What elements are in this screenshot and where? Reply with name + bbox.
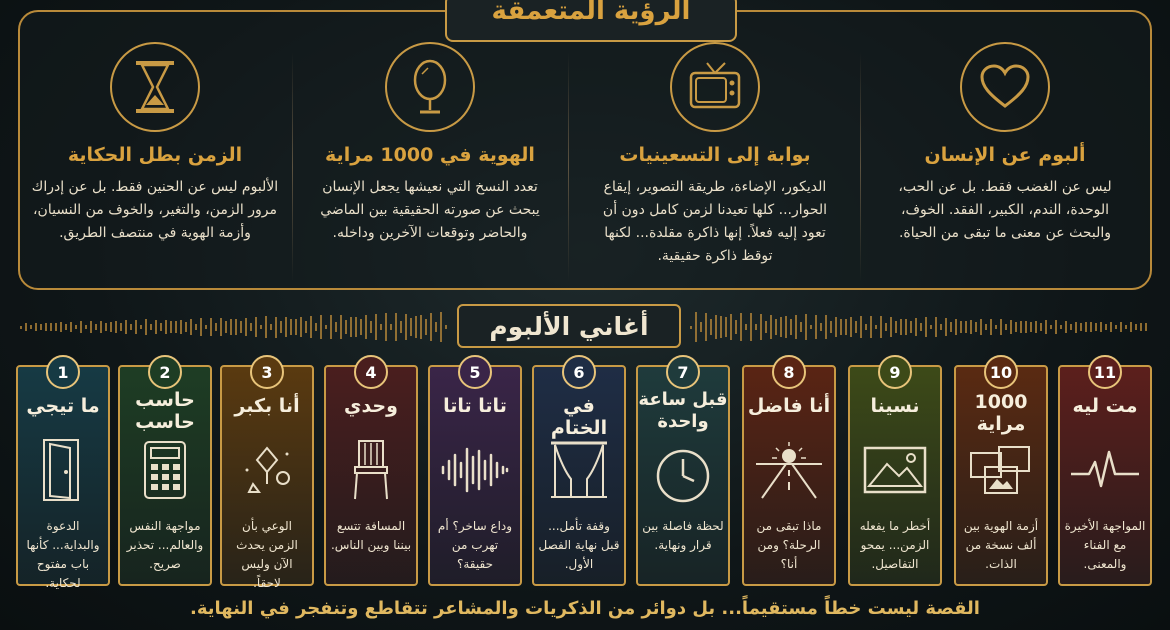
wave-bar	[980, 319, 982, 335]
wave-bar	[890, 317, 892, 336]
wave-bar	[405, 314, 407, 339]
wave-bar	[45, 323, 47, 332]
song-title: ما تيجي	[26, 395, 100, 417]
song-description: مواجهة النفس والعالم... تحذير صريح.	[126, 519, 204, 571]
wave-bar	[730, 314, 732, 339]
wave-bar	[325, 325, 327, 329]
wave-bar	[280, 321, 282, 332]
songs-title-box	[457, 304, 681, 348]
wave-bar	[20, 326, 22, 329]
wave-bar	[880, 316, 882, 337]
song-card-2[interactable]	[118, 362, 212, 586]
vision-col-human	[870, 42, 1140, 282]
wave-bar	[805, 314, 807, 339]
divider	[568, 52, 569, 282]
wave-bar	[40, 324, 42, 330]
wave-bar	[165, 320, 167, 334]
song-description: الدعوة والبداية... كأنها باب مفتوح لحكاية.	[26, 519, 100, 590]
vision-col-time	[20, 42, 290, 282]
track-number: 5	[458, 355, 492, 389]
track-number: 8	[772, 355, 806, 389]
wave-bar	[1085, 322, 1087, 331]
wave-bar	[990, 319, 992, 335]
song-title: تاتا تاتا	[443, 395, 507, 417]
song-card-4[interactable]	[324, 362, 418, 586]
wave-bar	[440, 312, 442, 342]
wave-bar	[905, 319, 907, 335]
wave-bar	[415, 316, 417, 338]
wave-bar	[25, 323, 27, 332]
wave-bar	[430, 313, 432, 341]
wave-bar	[1055, 320, 1057, 333]
wave-bar	[840, 319, 842, 336]
growth-icon	[222, 437, 312, 503]
songs-title: أغاني الألبوم	[489, 311, 649, 341]
track-number: 4	[354, 355, 388, 389]
wave-bar	[1070, 324, 1072, 331]
wave-bar	[1130, 322, 1132, 331]
song-card-1[interactable]	[16, 362, 110, 590]
wave-bar	[870, 316, 872, 338]
wave-bar	[785, 316, 787, 337]
wave-bar	[930, 325, 932, 329]
wave-bar	[820, 323, 822, 331]
song-title: أنا بكبر	[234, 395, 300, 417]
door-icon	[18, 437, 108, 503]
wave-bar	[700, 322, 702, 332]
wave-bar	[355, 317, 357, 337]
wave-bar	[50, 323, 52, 331]
photos-icon	[956, 437, 1046, 503]
track-number: 10	[984, 355, 1018, 389]
wave-bar	[1100, 322, 1102, 332]
wave-bar	[200, 318, 202, 336]
vision-heading: الهوية في 1000 مراية	[325, 144, 535, 166]
wave-bar	[365, 315, 367, 339]
soundwave-decoration	[20, 310, 447, 344]
mirror-icon	[385, 42, 475, 132]
wave-bar	[770, 315, 772, 339]
wave-bar	[935, 317, 937, 336]
song-title: في الختام	[550, 395, 608, 439]
wave-bar	[765, 321, 767, 333]
wave-bar	[410, 318, 412, 337]
wave-bar	[210, 318, 212, 336]
wave-bar	[1115, 325, 1117, 328]
wave-bar	[55, 323, 57, 331]
wave-bar	[1145, 323, 1147, 330]
songs-header	[0, 300, 1170, 350]
track-number: 7	[666, 355, 700, 389]
wave-bar	[155, 320, 157, 335]
wave-bar	[330, 315, 332, 339]
wave-bar	[1120, 322, 1122, 332]
wave-bar	[230, 319, 232, 334]
track-number: 2	[148, 355, 182, 389]
song-title: مت ليه	[1072, 395, 1138, 417]
vision-heading: الزمن بطل الحكاية	[67, 144, 243, 166]
hourglass-icon	[110, 42, 200, 132]
song-description: لحظة فاصلة بين قرار ونهاية.	[642, 519, 724, 552]
calculator-icon	[120, 437, 210, 503]
wave-bar	[250, 323, 252, 332]
wave-bar	[790, 319, 792, 334]
wave-bar	[815, 315, 817, 340]
song-title: نسينا	[870, 395, 920, 417]
wave-bar	[845, 319, 847, 335]
wave-bar	[395, 313, 397, 340]
wave-bar	[690, 326, 692, 329]
wave-bar	[180, 320, 182, 335]
wave-bar	[1000, 319, 1002, 335]
track-number: 3	[250, 355, 284, 389]
wave-bar	[745, 324, 747, 331]
wave-bar	[295, 319, 297, 336]
wave-bar	[1075, 322, 1077, 333]
song-card-6[interactable]	[532, 362, 626, 586]
vision-body: ليس عن الغضب فقط. بل عن الحب، الوحدة، الندم، الكبير، الفقد. الخوف، والبحث عن معنى ما تبقى من الحياة.	[898, 179, 1112, 241]
wave-bar	[850, 317, 852, 337]
wave-bar	[1095, 323, 1097, 330]
wave-bar	[95, 324, 97, 330]
wave-bar	[1025, 321, 1027, 332]
wave-bar	[830, 321, 832, 334]
wave-bar	[885, 323, 887, 332]
wave-bar	[865, 324, 867, 331]
wave-bar	[435, 322, 437, 332]
wave-bar	[420, 315, 422, 339]
wave-bar	[975, 322, 977, 332]
wave-bar	[345, 320, 347, 335]
track-number: 1	[46, 355, 80, 389]
song-description: ماذا تبقى من الرحلة؟ ومن أنا؟	[756, 519, 822, 571]
wave-bar	[800, 322, 802, 332]
song-card-9[interactable]	[848, 362, 942, 586]
wave-bar	[100, 321, 102, 333]
wave-bar	[915, 318, 917, 336]
wave-bar	[125, 320, 127, 333]
wave-bar	[1105, 324, 1107, 329]
wave-bar	[1125, 325, 1127, 330]
wave-bar	[425, 319, 427, 335]
wave-bar	[775, 319, 777, 336]
wave-bar	[375, 314, 377, 340]
wave-bar	[735, 320, 737, 333]
vision-heading: ألبوم عن الإنسان	[924, 144, 1086, 166]
wave-bar	[900, 319, 902, 335]
wave-bar	[145, 319, 147, 334]
wave-bar	[1005, 324, 1007, 331]
wave-bar	[150, 324, 152, 330]
wave-bar	[445, 325, 447, 328]
wave-bar	[245, 318, 247, 336]
wave-bar	[160, 323, 162, 332]
wave-bar	[380, 324, 382, 330]
wave-bar	[130, 324, 132, 330]
road-icon	[744, 437, 834, 503]
song-description: أخطر ما يفعله الزمن... يمحو التفاصيل.	[859, 519, 931, 571]
wave-bar	[110, 322, 112, 332]
wave-bar	[1010, 320, 1012, 334]
vision-col-identity	[295, 42, 565, 282]
wave-bar	[1020, 321, 1022, 333]
track-number: 9	[878, 355, 912, 389]
song-card-3[interactable]	[220, 362, 314, 590]
song-description: الوعي بأن الزمن يحدث الآن وليس لاحقاً.	[236, 519, 298, 590]
wave-bar	[195, 324, 197, 330]
song-card-11[interactable]	[1058, 362, 1152, 586]
wave-bar	[290, 319, 292, 335]
wave-bar	[320, 315, 322, 339]
wave-bar	[970, 320, 972, 335]
wave-bar	[695, 312, 697, 343]
wave-bar	[945, 318, 947, 336]
song-title: قبل ساعة واحدة	[638, 389, 728, 432]
tv-icon	[670, 42, 760, 132]
track-number: 11	[1088, 355, 1122, 389]
wave-bar	[780, 317, 782, 337]
wave-bar	[65, 324, 67, 330]
wave-bar	[215, 323, 217, 331]
wave-bar	[135, 320, 137, 334]
wave-bar	[400, 321, 402, 334]
wave-bar	[30, 325, 32, 330]
song-title: وحدي	[344, 395, 398, 417]
wave-bar	[960, 321, 962, 333]
wave-bar	[340, 315, 342, 338]
song-description: المسافة تتسع بيننا وبين الناس.	[330, 519, 412, 552]
wave-bar	[955, 319, 957, 335]
wave-bar	[205, 325, 207, 329]
wave-bar	[70, 322, 72, 333]
song-card-8[interactable]	[742, 362, 836, 586]
wave-bar	[810, 325, 812, 329]
song-title: حاسب حاسب	[135, 389, 195, 433]
wave-bar	[310, 316, 312, 338]
wave-bar	[385, 313, 387, 341]
heartbeat-icon	[1060, 437, 1150, 503]
wave-bar	[835, 317, 837, 337]
wave-bar	[1035, 321, 1037, 334]
vision-panel	[18, 0, 1152, 290]
wave-bar	[920, 323, 922, 332]
wave-bar	[760, 314, 762, 341]
wave-bar	[755, 324, 757, 330]
wave-bar	[910, 321, 912, 334]
wave-bar	[75, 325, 77, 329]
wave-bar	[265, 316, 267, 337]
chair-icon	[326, 437, 416, 503]
vision-heading: بوابة إلى التسعينيات	[619, 144, 811, 166]
wave-bar	[995, 325, 997, 328]
picture-icon	[850, 437, 940, 503]
wave-bar	[285, 317, 287, 336]
wave-bar	[305, 321, 307, 334]
soundwave-icon	[430, 437, 520, 503]
wave-bar	[225, 321, 227, 333]
wave-bar	[105, 323, 107, 332]
wave-bar	[1015, 322, 1017, 331]
divider	[292, 52, 293, 282]
wave-bar	[350, 317, 352, 338]
wave-bar	[1080, 323, 1082, 331]
wave-bar	[60, 322, 62, 332]
heart-icon	[960, 42, 1050, 132]
vision-col-nineties	[580, 42, 850, 282]
wave-bar	[260, 325, 262, 329]
wave-bar	[85, 325, 87, 329]
wave-bar	[300, 317, 302, 336]
wave-bar	[115, 321, 117, 332]
wave-bar	[875, 325, 877, 329]
wave-bar	[1140, 323, 1142, 331]
song-title: أنا فاضل	[747, 395, 831, 417]
wave-bar	[335, 322, 337, 331]
wave-bar	[1040, 323, 1042, 330]
vision-title: الرؤية المتعمقة	[491, 0, 691, 26]
wave-bar	[725, 317, 727, 336]
wave-bar	[240, 321, 242, 334]
wave-bar	[715, 315, 717, 339]
vision-body: تعدد النسخ التي نعيشها يجعل الإنسان يبحث عن صورته الحقيقية بين الماضي والحاضر وتوقعات الآخرين وداخله.	[320, 179, 540, 241]
wave-bar	[80, 321, 82, 333]
song-title: 1000 مراية	[974, 391, 1028, 435]
song-description: وداع ساخر؟ أم تهرب من حقيقة؟	[437, 519, 513, 571]
song-card-7[interactable]	[636, 362, 730, 586]
wave-bar	[1060, 325, 1062, 329]
track-number: 6	[562, 355, 596, 389]
wave-bar	[795, 315, 797, 339]
wave-bar	[1045, 320, 1047, 333]
song-description: وقفة تأمل... قبل نهاية الفصل الأول.	[538, 519, 620, 571]
wave-bar	[720, 316, 722, 338]
wave-bar	[1110, 322, 1112, 332]
wave-bar	[1135, 324, 1137, 330]
wave-bar	[940, 324, 942, 330]
wave-bar	[175, 321, 177, 333]
vision-body: الألبوم ليس عن الحنين فقط. بل عن إدراك مرور الزمن، والتغير، والخوف من النسيان، وأزمة الهوية في منتصف الطريق.	[31, 179, 279, 241]
wave-bar	[220, 318, 222, 335]
wave-bar	[120, 323, 122, 332]
wave-bar	[985, 324, 987, 330]
wave-bar	[740, 313, 742, 341]
wave-bar	[1030, 322, 1032, 332]
song-description: أزمة الهوية بين ألف نسخة من الذات.	[963, 519, 1039, 571]
wave-bar	[860, 316, 862, 338]
wave-bar	[90, 321, 92, 333]
wave-bar	[270, 324, 272, 330]
song-card-5[interactable]	[428, 362, 522, 586]
wave-bar	[370, 321, 372, 333]
wave-bar	[140, 325, 142, 328]
footer-caption: القصة ليست خطاً مستقيماً... بل دوائر من الذكريات والمشاعر تتقاطع وتنفجر في النهاية.	[190, 598, 980, 619]
wave-bar	[235, 319, 237, 335]
wave-bar	[185, 322, 187, 331]
wave-bar	[925, 317, 927, 336]
wave-bar	[1050, 325, 1052, 329]
wave-bar	[895, 321, 897, 334]
soundwave-decoration	[690, 310, 1147, 344]
wave-bar	[825, 315, 827, 338]
song-cards	[14, 360, 1156, 590]
vision-title-box	[445, 0, 737, 42]
clock-icon	[638, 443, 728, 509]
curtain-icon	[534, 437, 624, 503]
wave-bar	[390, 324, 392, 330]
song-card-10[interactable]	[954, 362, 1048, 586]
vision-body: الديكور، الإضاءة، طريقة التصوير، إيقاع الحوار... كلها تعيدنا لزمن كامل دون أن تعود إليه فعلاً. إنها ذاكرة مقلدة... لكنها توقظ ذاكرة حقيقية.	[602, 179, 828, 264]
divider	[860, 52, 861, 282]
wave-bar	[950, 322, 952, 331]
wave-bar	[705, 313, 707, 341]
wave-bar	[965, 321, 967, 334]
wave-bar	[315, 323, 317, 331]
wave-bar	[170, 321, 172, 333]
wave-bar	[255, 317, 257, 337]
wave-bar	[855, 321, 857, 333]
wave-bar	[190, 319, 192, 336]
wave-bar	[1090, 322, 1092, 332]
wave-bar	[275, 317, 277, 338]
wave-bar	[360, 319, 362, 336]
song-description: المواجهة الأخيرة مع الفناء والمعنى.	[1064, 519, 1146, 571]
wave-bar	[750, 313, 752, 341]
wave-bar	[1065, 321, 1067, 333]
wave-bar	[35, 323, 37, 332]
wave-bar	[710, 319, 712, 335]
